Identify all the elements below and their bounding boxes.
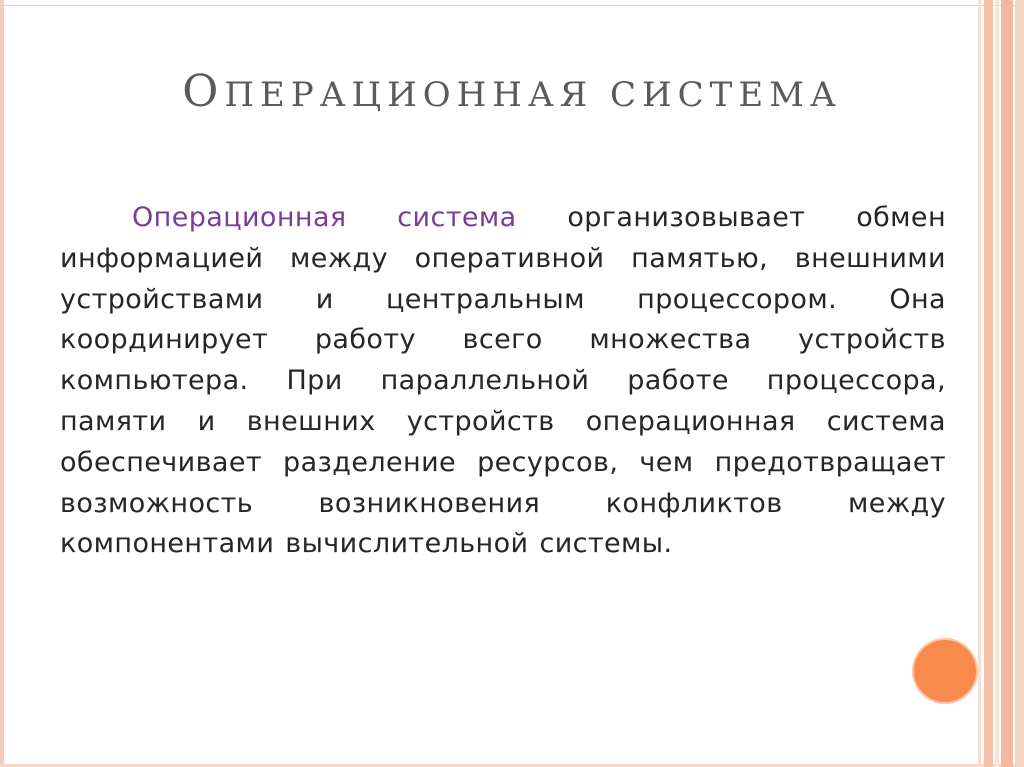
highlighted-term: Операционная система (132, 202, 517, 233)
slide-title-rest: ПЕРАЦИОННАЯ СИСТЕМА (224, 75, 842, 115)
slide-title-first-letter: О (182, 66, 225, 117)
decorative-orange-circle (914, 640, 976, 702)
slide-body-paragraph (60, 198, 946, 565)
body-text: организовывает обмен информацией между оперативной памятью, внешними устройствами и центральным процессором. Она координирует работу всего множества устройств компьютера. При параллельной работе процессора, памяти и внешних устройств операционная система обеспечивает разделение ресурсов, чем предотвращает возможность возникновения конфликтов между компонентами вычислительной системы. (60, 202, 946, 560)
frame-top-border (0, 0, 1024, 6)
slide-title (0, 66, 1024, 117)
